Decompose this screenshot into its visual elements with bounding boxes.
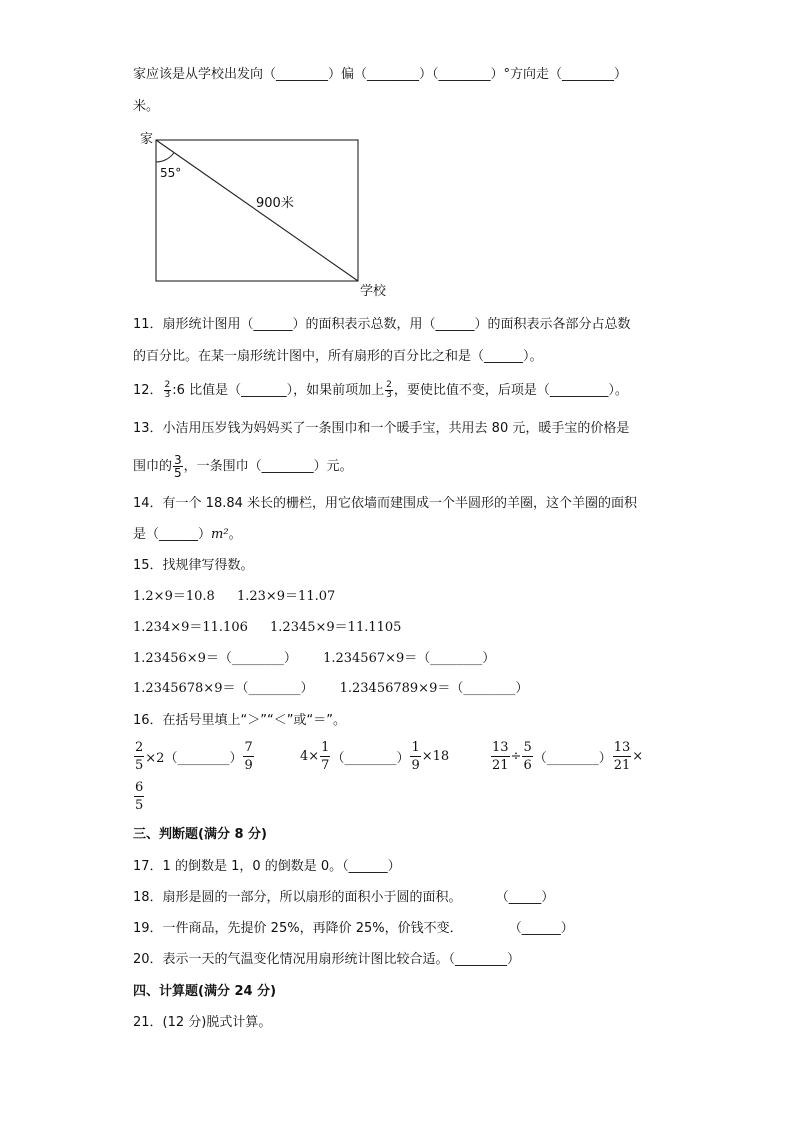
q16-title: 16．在括号里填上“＞”“＜”或“＝”。	[133, 713, 346, 728]
q16-e2-right-fraction	[410, 741, 420, 772]
q16-e3-right-fraction	[613, 741, 632, 772]
frac-numerator: 2	[135, 740, 144, 755]
q19-line	[133, 920, 574, 938]
q13-fraction	[173, 454, 183, 479]
frac-denominator: 7	[321, 758, 330, 773]
distance-label: 900米	[256, 196, 294, 211]
direction-diagram	[138, 126, 398, 302]
q15-row3-b: 1.234567×9＝（________）	[323, 651, 496, 666]
q14-prefix: 是（______）	[133, 527, 212, 542]
q15-row1-a: 1.2×9＝10.8	[133, 589, 215, 604]
q16-e3-middle: （________）	[533, 751, 612, 766]
frac-numerator: 13	[492, 740, 509, 755]
q16-e3-last-fraction	[134, 781, 144, 812]
frac-numerator: 6	[135, 780, 144, 795]
frac-denominator: 5	[174, 466, 182, 480]
frac-numerator: 1	[411, 740, 420, 755]
q12-prefix: 12．	[133, 383, 163, 398]
q16-expression-3	[490, 741, 643, 772]
q16-expression-3-wrap	[133, 781, 145, 812]
q16-e1-right-fraction	[243, 741, 253, 772]
q18-blank: （_____）	[495, 890, 555, 905]
section4-heading: 四、计算题(满分 24 分)	[133, 984, 277, 999]
q16-e2-suffix: ×18	[421, 749, 450, 764]
q15-row4-b: 1.23456789×9＝（________）	[339, 681, 529, 696]
frac-numerator: 3	[174, 453, 182, 467]
q19-blank: （______）	[508, 921, 574, 936]
q18-line	[133, 889, 554, 907]
q12-fraction-1	[164, 381, 172, 400]
q15-title: 15．找规律写得数。	[133, 558, 254, 573]
q14-line1: 14．有一个 18.84 米长的栅栏，用它依墙而建围成一个半圆形的羊圈，这个羊圈的面积	[133, 496, 638, 511]
q11-line1: 11．扇形统计图用（______）的面积表示总数，用（______）的面积表示各部分占总数	[133, 317, 631, 332]
q16-e2-fraction	[320, 741, 330, 772]
q21-text: 21．(12 分)脱式计算。	[133, 1015, 272, 1030]
frac-numerator: 5	[523, 740, 532, 755]
frac-denominator: 5	[135, 758, 144, 773]
q15-row1	[133, 588, 335, 606]
q16-e3-operator: ÷	[510, 749, 522, 764]
frac-denominator: 21	[492, 758, 509, 773]
frac-numerator: 7	[244, 740, 253, 755]
q19-text: 19．一件商品，先提价 25%，再降价 25%，价钱不变．	[133, 921, 463, 936]
q16-e1-middle: ×2（________）	[145, 751, 243, 766]
q15-row2-a: 1.234×9＝11.106	[133, 620, 248, 635]
q13-suffix: ，一条围巾（________）元。	[183, 459, 353, 474]
q16-expression-2	[300, 741, 449, 772]
q13-line1: 13．小洁用压岁钱为妈妈买了一条围巾和一个暖手宝，共用去 80 元，暖手宝的价格是	[133, 421, 630, 436]
q16-e2-middle: （________）	[331, 751, 410, 766]
q14-unit: m²	[211, 527, 229, 542]
q15-row4	[133, 680, 528, 698]
q12-middle-1: :6 比值是（_______），如果前项加上	[172, 383, 385, 398]
school-label: 学校	[360, 284, 387, 299]
q13-line2	[133, 454, 353, 479]
q16-e3-second-fraction	[522, 741, 532, 772]
frac-denominator: 3	[386, 390, 392, 400]
q15-row4-a: 1.2345678×9＝（________）	[133, 681, 314, 696]
q20-text: 20．表示一天的气温变化情况用扇形统计图比较合适。（________）	[133, 952, 521, 967]
q12-fraction-2	[385, 381, 393, 400]
frac-denominator: 5	[135, 798, 144, 813]
q10-line1: 家应该是从学校出发向（________）偏（________）（________）°方向走（________）	[133, 67, 628, 82]
frac-denominator: 9	[411, 758, 420, 773]
q16-e3-times: ×	[632, 749, 644, 764]
q15-row2	[133, 619, 401, 637]
q12-line	[133, 381, 628, 400]
q12-middle-2: ，要使比值不变，后项是（_________）。	[393, 383, 628, 398]
q18-text: 18．扇形是圆的一部分，所以扇形的面积小于圆的面积。	[133, 890, 462, 905]
q14-suffix: 。	[228, 527, 242, 542]
q10-diagram	[138, 126, 398, 306]
frac-denominator: 6	[523, 758, 532, 773]
q13-prefix: 围巾的	[133, 459, 173, 474]
frac-numerator: 2	[386, 380, 392, 390]
frac-numerator: 13	[613, 740, 631, 755]
frac-denominator: 3	[164, 390, 171, 400]
frac-numerator: 1	[321, 740, 330, 755]
q11-line2: 的百分比。在某一扇形统计图中，所有扇形的百分比之和是（______）。	[133, 349, 543, 364]
q14-line2	[133, 526, 242, 544]
frac-numerator: 2	[164, 380, 171, 390]
q17-text: 17．1 的倒数是 1，0 的倒数是 0。（______）	[133, 859, 401, 874]
angle-arc	[156, 153, 174, 162]
q16-e2-prefix: 4×	[300, 749, 320, 764]
q15-row1-b: 1.23×9＝11.07	[236, 589, 336, 604]
q16-e3-fraction	[491, 741, 510, 772]
q16-expression-1	[133, 741, 255, 772]
frac-denominator: 21	[613, 758, 631, 773]
frac-denominator: 9	[244, 758, 253, 773]
home-label: 家	[140, 132, 154, 147]
q15-row2-b: 1.2345×9＝11.1105	[270, 620, 402, 635]
section3-heading: 三、判断题(满分 8 分)	[133, 827, 267, 842]
q15-row3-a: 1.23456×9＝（________）	[133, 651, 297, 666]
q16-e1-fraction	[134, 741, 144, 772]
q15-row3	[133, 650, 495, 668]
q10-line2: 米。	[133, 99, 160, 114]
angle-label: 55°	[160, 166, 182, 180]
